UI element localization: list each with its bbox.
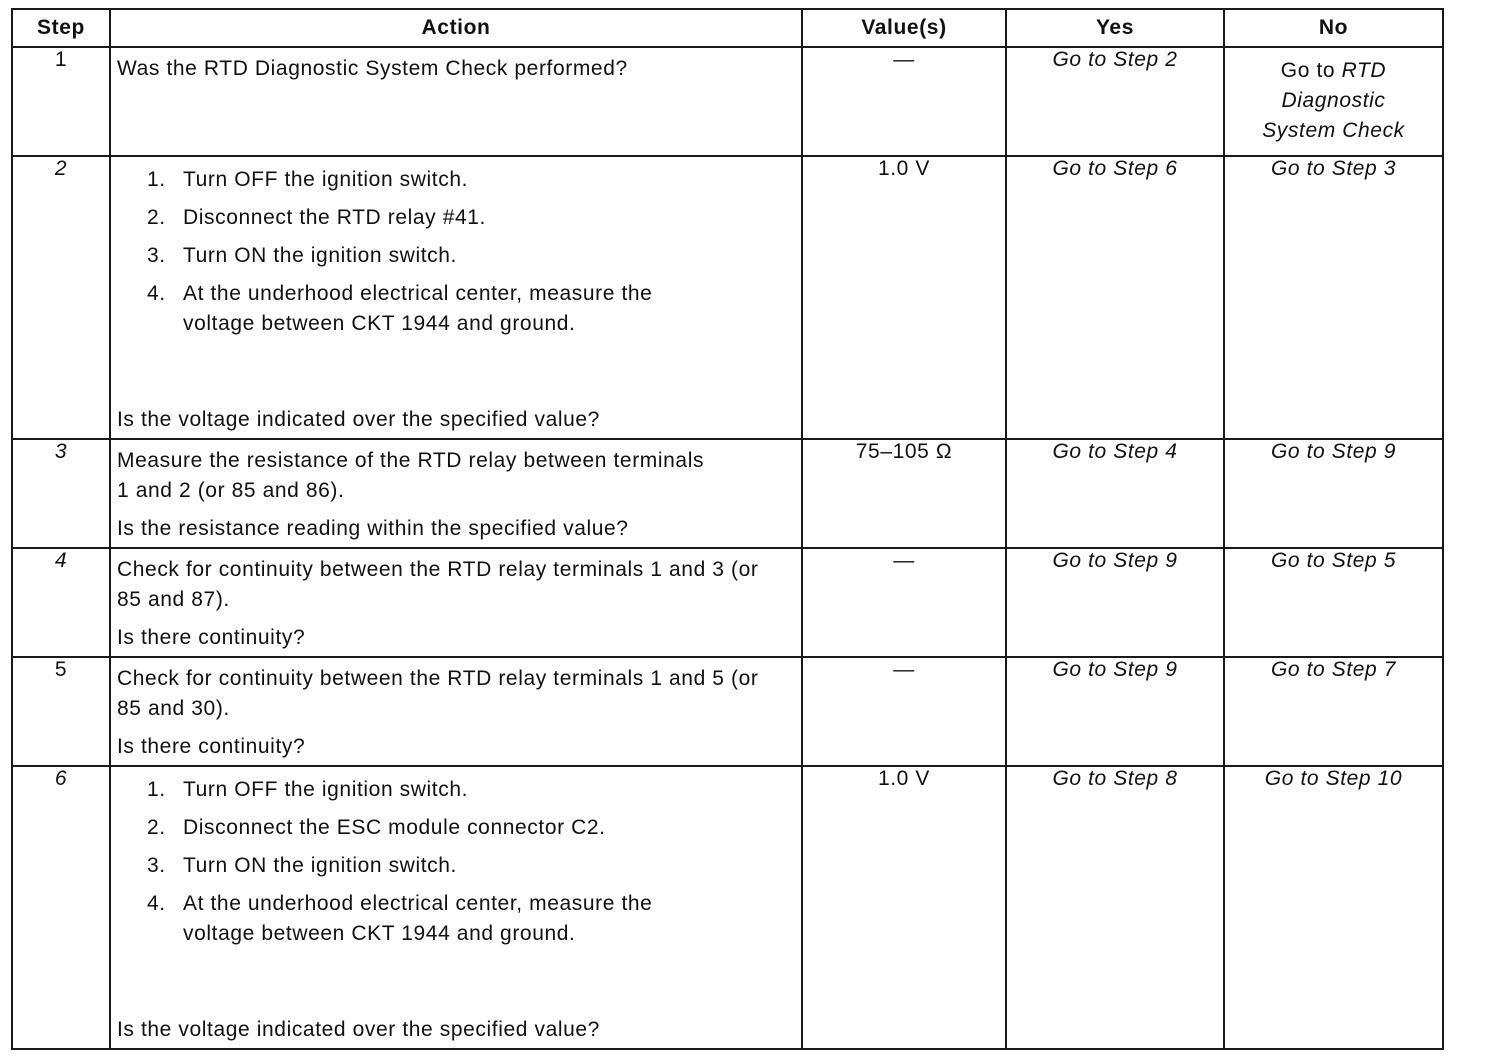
substep-number: 1. [147,778,166,801]
no-link-line1: RTD [1341,59,1387,82]
value-cell: 75–105 Ω [802,439,1006,548]
value-cell: — [802,548,1006,657]
table-row [12,156,1443,439]
action-cell [110,657,802,766]
yes-cell: Go to Step 4 [1006,439,1224,548]
substep-text: Disconnect the ESC module connector C2. [183,816,606,839]
value-cell: 1.0 V [802,156,1006,439]
no-prefix: Go to [1280,59,1342,82]
substep-text: At the underhood electrical center, measure the voltage between CKT 1944 and ground. [183,892,653,945]
substep-list [111,767,801,949]
no-cell: Go to Step 5 [1224,548,1443,657]
action-text: Was the RTD Diagnostic System Check performed? [117,57,628,80]
action-question: Is there continuity? [117,735,306,758]
yes-cell: Go to Step 9 [1006,548,1224,657]
no-cell: Go to Step 9 [1224,439,1443,548]
step-number: 2 [12,156,110,439]
no-cell [1224,47,1443,156]
step-number: 6 [12,766,110,1049]
table-row [12,548,1443,657]
yes-cell: Go to Step 8 [1006,766,1224,1049]
step-number: 3 [12,439,110,548]
action-text: Check for continuity between the RTD relay terminals 1 and 5 (or 85 and 30). [117,667,759,720]
substep [111,851,801,881]
substep-number: 4. [147,892,166,915]
no-cell: Go to Step 7 [1224,657,1443,766]
substep-text: Disconnect the RTD relay #41. [183,206,486,229]
action-question: Is there continuity? [117,626,306,649]
substep [111,241,801,271]
value-cell: 1.0 V [802,766,1006,1049]
yes-cell: Go to Step 2 [1006,47,1224,156]
header-values: Value(s) [802,9,1006,47]
action-cell [110,439,802,548]
yes-cell: Go to Step 6 [1006,156,1224,439]
substep-number: 2. [147,206,166,229]
diagnostic-table [11,8,1444,1050]
substep-number: 1. [147,168,166,191]
action-cell [110,156,802,439]
substep-list [111,157,801,339]
substep-number: 3. [147,244,166,267]
substep [111,279,693,339]
step-number: 4 [12,548,110,657]
substep [111,165,801,195]
no-link-line2: Diagnostic [1281,89,1386,112]
header-row [12,9,1443,47]
action-cell [110,766,802,1049]
substep-number: 4. [147,282,166,305]
header-step: Step [12,9,110,47]
action-question: Is the resistance reading within the specified value? [117,517,629,540]
value-cell: — [802,657,1006,766]
action-cell [110,47,802,156]
no-cell: Go to Step 3 [1224,156,1443,439]
substep-text: Turn OFF the ignition switch. [183,778,469,801]
substep-number: 3. [147,854,166,877]
table-row [12,657,1443,766]
substep [111,813,801,843]
table-row [12,47,1443,156]
step-number: 1 [12,47,110,156]
header-yes: Yes [1006,9,1224,47]
action-cell [110,548,802,657]
action-question: Is the voltage indicated over the specified value? [117,1018,600,1041]
substep-number: 2. [147,816,166,839]
substep-text: Turn ON the ignition switch. [183,854,457,877]
table-row [12,766,1443,1049]
substep-text: Turn OFF the ignition switch. [183,168,469,191]
header-no: No [1224,9,1443,47]
no-link-line3: System Check [1262,119,1405,142]
substep [111,775,801,805]
step-number: 5 [12,657,110,766]
action-text: Check for continuity between the RTD relay terminals 1 and 3 (or 85 and 87). [117,558,759,611]
no-cell: Go to Step 10 [1224,766,1443,1049]
substep-text: Turn ON the ignition switch. [183,244,457,267]
action-question: Is the voltage indicated over the specified value? [117,408,600,431]
value-cell: — [802,47,1006,156]
yes-cell: Go to Step 9 [1006,657,1224,766]
substep-text: At the underhood electrical center, measure the voltage between CKT 1944 and ground. [183,282,653,335]
header-action: Action [110,9,802,47]
substep [111,889,693,949]
substep [111,203,801,233]
table-row [12,439,1443,548]
action-text: Measure the resistance of the RTD relay between terminals 1 and 2 (or 85 and 86). [117,449,705,502]
